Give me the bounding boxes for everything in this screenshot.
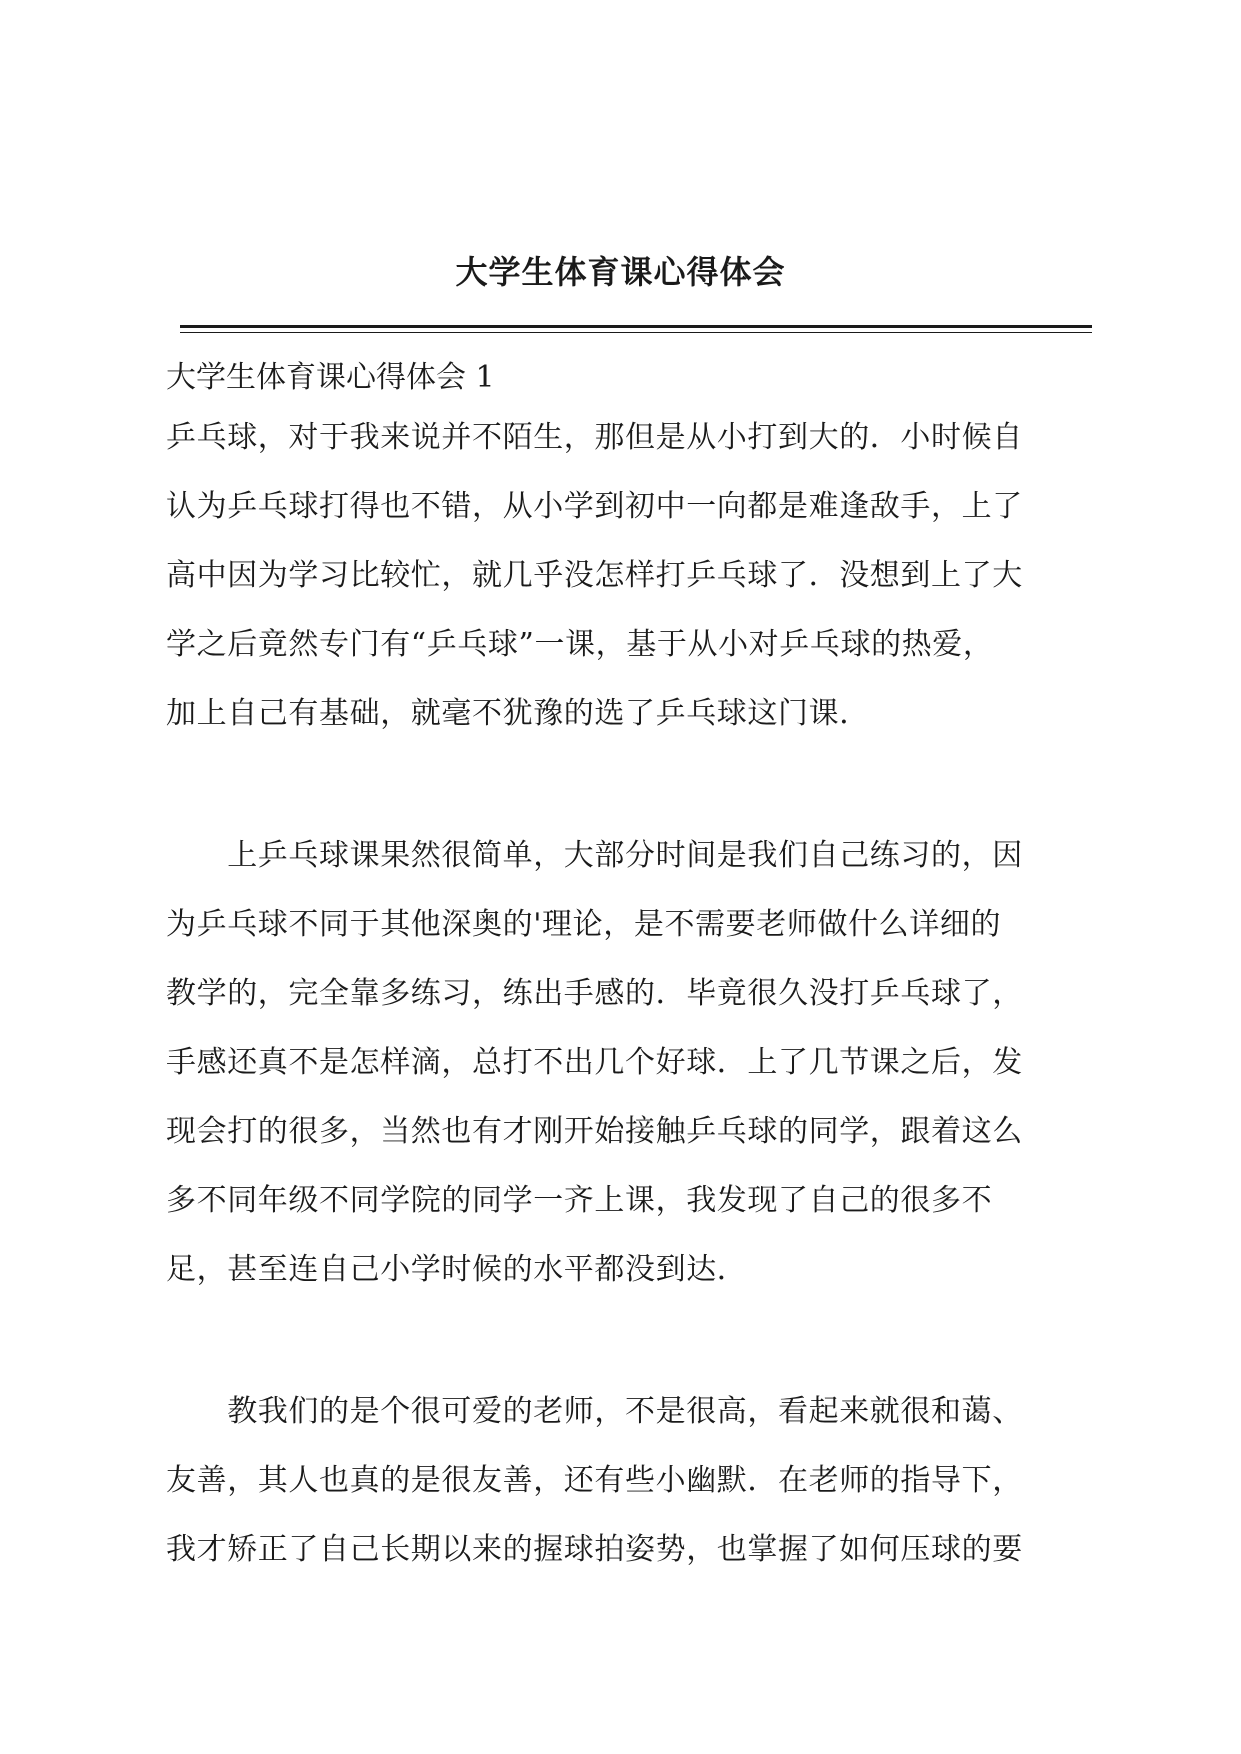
paragraph-2 (166, 821, 1096, 1304)
text-line: 友善，其人也真的是很友善，还有些小幽默．在老师的指导下， (166, 1463, 1023, 1498)
text-line: 上乒乓球课果然很简单，大部分时间是我们自己练习的，因 (166, 838, 1023, 873)
text-line: 乒乓球，对于我来说并不陌生，那但是从小打到大的．小时候自 (166, 420, 1023, 455)
text-line: 现会打的很多，当然也有才刚开始接触乒乓球的同学，跟着这么 (166, 1114, 1023, 1149)
text-line: 手感还真不是怎样滴，总打不出几个好球．上了几节课之后，发 (166, 1045, 1023, 1080)
text-line: 我才矫正了自己长期以来的握球拍姿势，也掌握了如何压球的要 (166, 1532, 1023, 1567)
document-body (166, 356, 1096, 1584)
paragraph-3 (166, 1377, 1096, 1584)
paragraph-1 (166, 403, 1096, 748)
text-line: 教学的，完全靠多练习，练出手感的．毕竟很久没打乒乓球了， (166, 976, 1023, 1011)
text-line: 高中因为学习比较忙，就几乎没怎样打乒乓球了．没想到上了大 (166, 558, 1023, 593)
title-divider-thick (180, 325, 1092, 328)
section-heading: 大学生体育课心得体会 1 (166, 360, 495, 395)
text-line: 加上自己有基础，就毫不犹豫的选了乒乓球这门课． (166, 696, 870, 731)
text-line: 认为乒乓球打得也不错，从小学到初中一向都是难逢敌手，上了 (166, 489, 1023, 524)
text-line: 多不同年级不同学院的同学一齐上课，我发现了自己的很多不 (166, 1183, 993, 1218)
text-line: 学之后竟然专门有“乒乓球”一课，基于从小对乒乓球的热爱， (166, 627, 994, 662)
title-divider-thin (180, 332, 1092, 333)
text-line: 足，甚至连自己小学时候的水平都没到达． (166, 1252, 748, 1287)
text-line: 教我们的是个很可爱的老师，不是很高，看起来就很和蔼、 (166, 1394, 1023, 1429)
document-title: 大学生体育课心得体会 (455, 253, 786, 291)
text-line: 为乒乓球不同于其他深奥的'理论，是不需要老师做什么详细的 (166, 907, 1002, 942)
